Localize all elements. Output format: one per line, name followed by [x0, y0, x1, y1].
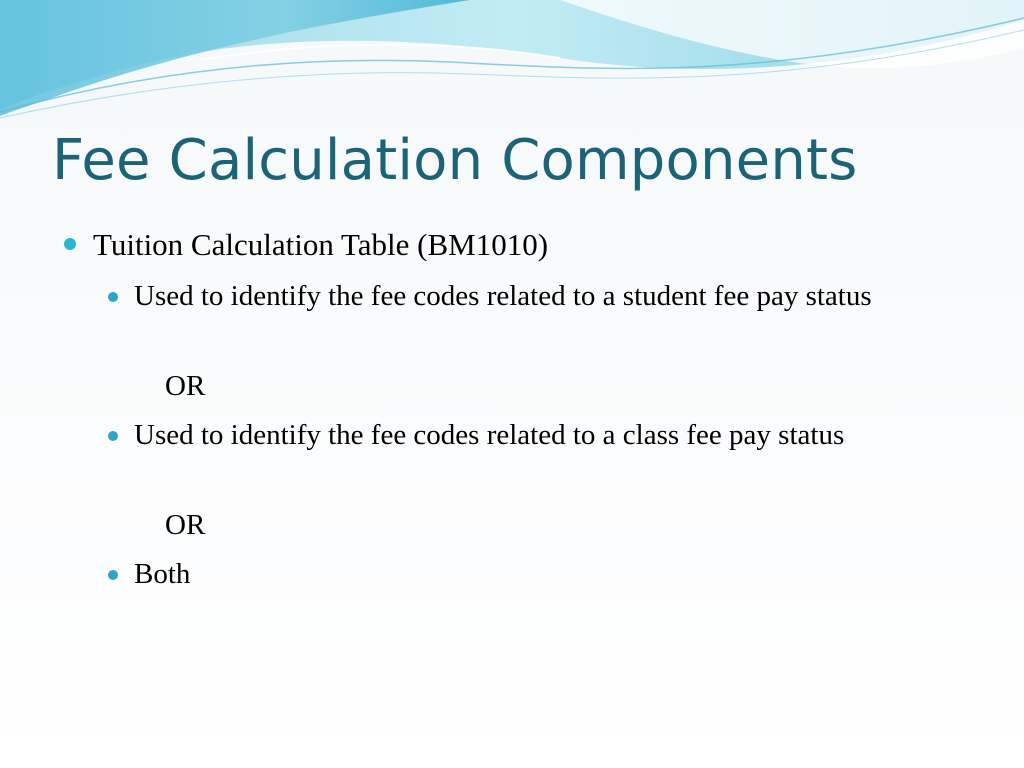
bullet-dot-icon [64, 238, 76, 250]
slide-title: Fee Calculation Components [52, 128, 858, 193]
bullet-level2-student: Used to identify the fee codes related to a student fee pay status [134, 280, 872, 312]
bullet-level2-class: Used to identify the fee codes related to a class fee pay status [134, 419, 845, 451]
separator-or: OR [165, 509, 206, 541]
separator-or: OR [165, 370, 206, 402]
bullet-dot-icon [108, 431, 118, 441]
bullet-dot-icon [108, 292, 118, 302]
header-wave-decoration [0, 0, 1024, 130]
bullet-level1: Tuition Calculation Table (BM1010) [93, 227, 549, 262]
bullet-dot-icon [108, 570, 118, 580]
bullet-level2-both: Both [134, 558, 191, 590]
